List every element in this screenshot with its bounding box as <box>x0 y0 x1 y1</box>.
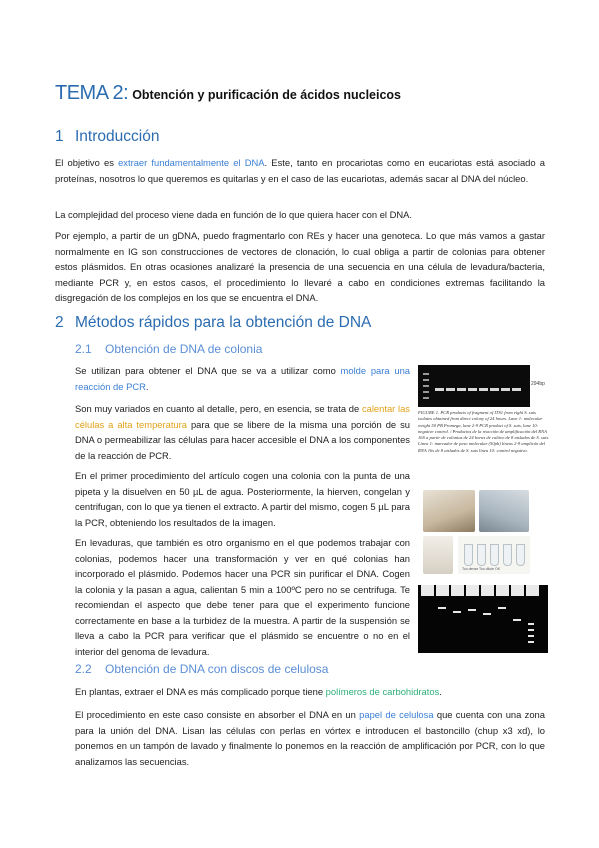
gel-band <box>468 609 476 611</box>
paragraph: La complejidad del proceso viene dada en función de lo que quiera hacer con el DNA. <box>55 209 413 220</box>
colony-photo <box>423 490 475 532</box>
lane-header <box>496 585 509 596</box>
text-run: . <box>439 686 442 697</box>
text-run: . <box>145 380 149 392</box>
gel-band <box>490 388 499 391</box>
paragraph <box>75 363 410 394</box>
tube <box>503 544 512 566</box>
paragraph: En el primer procedimiento del artículo cogen una colonia con la punta de una pipeta y la disuelven en 50 µL de agua. Posteriormente, la hierven, congelan y centrifugan, con lo que ya tienen el extracto. A partir del mismo, cogen 5 µL para la PCR, obteniendo los resultados de la imagen. <box>75 470 410 528</box>
lane-header <box>481 585 494 596</box>
subsection-heading-colonia <box>75 342 262 356</box>
subsection-number: 2.1 <box>75 342 92 356</box>
paragraph <box>75 401 410 463</box>
gel-band <box>513 619 521 621</box>
gel-band <box>483 613 491 615</box>
subsection-number: 2.2 <box>75 662 92 676</box>
gel-band <box>468 388 477 391</box>
page-title <box>55 82 401 105</box>
paragraph: En levaduras, que también es otro organismo en el que podemos trabajar con colonias, podemos hacer una transformación y ver en qué colonias han incorporado el plásmido. Podemos hacer una PCR sin purificar el DNA. Cogen la colonia y la pasan a agua, calientan 5 min a 100ºC pero no se centrifuga. Te recomiendan el aspecto que debe tener para que el experimento funcione correctamente en base a la turbidez de la muestra. A partir de la suspensión se lleva a cabo la PCR para verificar que el plásmido se encuentre o no en el interior del genoma de levadura. <box>75 537 410 657</box>
subsection-title: Obtención de DNA con discos de celulosa <box>105 662 329 676</box>
gel-band <box>457 388 466 391</box>
tube <box>477 544 486 566</box>
tubes-caption: Too dense Too dilute OK <box>462 567 501 571</box>
ladder-band <box>423 391 429 393</box>
title-main: TEMA 2: <box>55 82 129 104</box>
gel-band <box>479 388 488 391</box>
subsection-heading-celulosa <box>75 662 328 676</box>
ladder-band <box>423 373 429 375</box>
gel-band <box>501 388 510 391</box>
paragraph <box>55 155 545 186</box>
ladder-band <box>423 385 429 387</box>
section-title: Introducción <box>75 128 160 145</box>
tube <box>490 544 499 566</box>
paragraph: Por ejemplo, a partir de un gDNA, puedo fragmentarlo con REs y hacer una genoteca. Lo que más vamos a gastar normalmente en IG son construcciones de vectores de clonación, lo cual obliga a partir de colonias para obtener estos plásmidos. En otras ocasiones analizaré la presencia de una secuencia en una célula de levadura/bacteria, mediante PCR y, en estos casos, el procedimiento lo llevaré a cabo en condiciones extremas facilitando la disgregación de los complejos en los que se encuentra el DNA. <box>55 230 545 303</box>
lane-header <box>436 585 449 596</box>
turbidity-tubes-photo <box>458 536 530 574</box>
text-run: para que se libere de la misma una porción de su DNA o permeabilizar las células para hacer accesible el DNA a los componentes de la reacción de PCR. <box>75 418 410 461</box>
tube <box>516 544 525 566</box>
figure-caption: FIGURE 1. PCR products of fragment of ITS1 from eight S. suis isolates obtained from direct colony of 24 hours. Lane 1: molecular weight 50 PB Promega, lane 2-9 PCR product of S. suis, lane 10: negative control. / Productos de la reacción de amplificación del RNA 16S a partir de colonias de 24 horas de cultivo de 8 aislados de S. suis. Línea 1: marcador de peso molecular (50pb) líneas 2-9 amplicón del RNA 16s de 8 aislados de S. suis línea 10: control negativo. <box>418 410 550 453</box>
text-run: Se utilizan para obtener el DNA que se va a utilizar como <box>75 365 341 376</box>
subsection-title: Obtención de DNA de colonia <box>105 342 263 356</box>
highlight-text: polímeros de carbohidratos <box>325 686 440 697</box>
title-sub: Obtención y purificación de ácidos nucleicos <box>132 88 402 102</box>
section-heading-intro <box>55 128 159 146</box>
gel-electrophoresis-image-2 <box>418 585 548 653</box>
gel-size-label: 294bp <box>531 381 545 387</box>
gel-band <box>446 388 455 391</box>
lane-header <box>451 585 464 596</box>
text-run: En plantas, extraer el DNA es más complicado porque tiene <box>75 686 326 697</box>
ladder-band <box>423 379 429 381</box>
gel-electrophoresis-image <box>418 365 530 407</box>
gel-band <box>528 623 534 625</box>
tube <box>464 544 473 566</box>
text-run: . Este, tanto en procariotas como en eucariotas está asociado a proteínas, nosotros lo que queremos es quitarlas y en el caso de las eucariotas, además sacar al DNA del núcleo. <box>55 157 545 184</box>
highlight-text: papel de celulosa <box>359 709 434 720</box>
lane-header <box>421 585 434 596</box>
text-run: El objetivo es <box>55 157 119 168</box>
paragraph <box>75 707 545 769</box>
section-heading-methods <box>55 314 371 332</box>
highlight-text: calentar las células a alta temperatura <box>75 403 410 430</box>
lane-header <box>511 585 524 596</box>
text-run: que cuenta con una zona para la unión del DNA. Lisan las células con perlas en vórtex e introducen el bastoncillo (chup x3 xd), lo ponemos en un tampón de lavado y finalmente lo ponemos en la reacción de amplificación por PCR, con lo que analizamos las secuencias. <box>75 709 545 767</box>
section-title: Métodos rápidos para la obtención de DNA <box>75 314 372 331</box>
pipette-photo <box>479 490 529 532</box>
gel-band <box>453 611 461 613</box>
gel-band <box>528 635 534 637</box>
gel-band <box>498 607 506 609</box>
section-number: 2 <box>55 314 64 331</box>
highlight-text: extraer fundamentalmente el DNA <box>118 157 265 168</box>
paragraph <box>75 684 545 700</box>
hand-photo <box>423 536 453 574</box>
ladder-band <box>423 397 429 399</box>
gel-band <box>528 629 534 631</box>
gel-band <box>438 607 446 609</box>
gel-band <box>435 388 444 391</box>
lane-header <box>466 585 479 596</box>
gel-band <box>528 641 534 643</box>
text-run: El procedimiento en este caso consiste en absorber el DNA en un <box>75 709 360 720</box>
section-number: 1 <box>55 128 64 145</box>
lane-header <box>526 585 539 596</box>
gel-band <box>512 388 521 391</box>
highlight-text: molde para una reacción de PCR <box>75 365 410 392</box>
text-run: Son muy variados en cuanto al detalle, pero, en esencia, se trata de <box>75 403 362 414</box>
